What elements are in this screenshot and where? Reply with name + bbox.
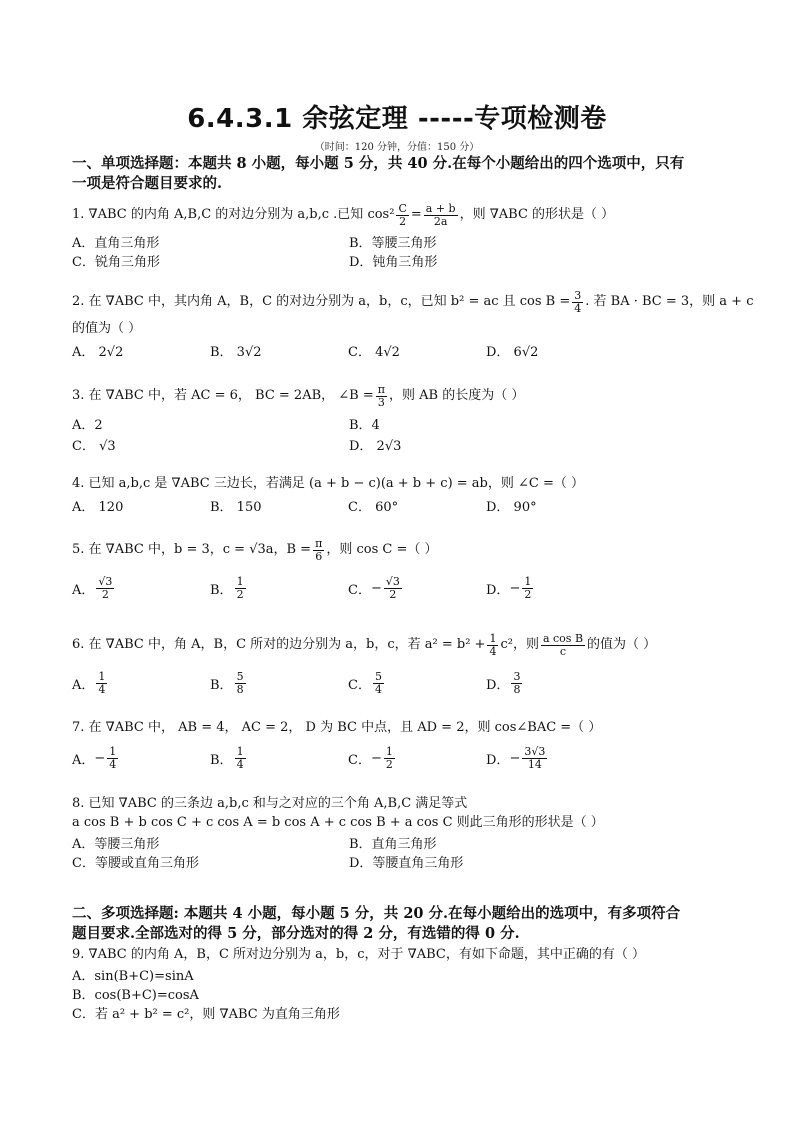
question-7-option-b[interactable] xyxy=(210,746,348,771)
fraction-numerator: 5 xyxy=(374,669,382,683)
question-3-option-c[interactable]: C． √3 xyxy=(72,439,116,454)
question-6-stem-a: 6. 在 ∇ABC 中，角 A，B，C 所对的边分别为 a，b，c，若 a² = b² + xyxy=(72,637,486,652)
question-3-stem-b: ，则 AB 的长度为（ ） xyxy=(388,388,525,403)
fraction-denominator: 2 xyxy=(524,587,532,601)
option-label: D． xyxy=(486,677,510,693)
fraction-numerator: √3 xyxy=(98,574,113,588)
question-8-option-c[interactable]: C．等腰或直角三角形 xyxy=(72,856,199,871)
question-8-option-a[interactable]: A．等腰三角形 xyxy=(72,837,160,852)
question-5-stem-b: ，则 cos C =（ ） xyxy=(326,542,438,557)
question-2-option-d[interactable]: D． 6√2 xyxy=(486,345,539,360)
question-6-option-row xyxy=(72,665,732,701)
question-6-option-a[interactable] xyxy=(72,671,210,696)
option-sign: − xyxy=(509,580,521,596)
option-fraction xyxy=(235,746,246,771)
question-6-fraction-1 xyxy=(487,633,498,658)
fraction-denominator: 2 xyxy=(101,587,109,601)
question-4-option-a[interactable]: A． 120 xyxy=(72,500,124,515)
question-8-line-1: 8. 已知 ∇ABC 的三条边 a,b,c 和与之对应的三个角 A,B,C 满足等式 xyxy=(72,796,468,811)
option-fraction xyxy=(384,576,402,601)
fraction-denominator: 2 xyxy=(399,214,407,228)
question-2-line-2: 的值为（ ） xyxy=(72,321,142,336)
fraction-numerator: 3 xyxy=(513,669,521,683)
question-9-option-c[interactable]: C．若 a² + b² = c²，则 ∇ABC 为直角三角形 xyxy=(72,1007,340,1022)
option-label: B． xyxy=(210,582,233,598)
question-4-options xyxy=(72,496,732,515)
option-label: A． xyxy=(72,677,95,693)
question-9: 9. ∇ABC 的内角 A，B，C 所对边分别为 a，b，c，对于 ∇ABC，有如下命题，其中正确的有（ ） xyxy=(72,947,645,962)
question-8-line-2: a cos B + b cos C + c cos A = b cos A + c cos B + a cos C 则此三角形的形状是（ ） xyxy=(72,815,604,830)
question-6-option-b[interactable] xyxy=(210,671,348,696)
fraction-numerator: 1 xyxy=(489,631,497,645)
question-8-option-d[interactable]: D．等腰直角三角形 xyxy=(349,856,464,871)
fraction-denominator: 4 xyxy=(109,757,117,771)
question-2 xyxy=(72,287,754,317)
question-5-options xyxy=(72,570,732,606)
question-5-option-b[interactable] xyxy=(210,576,348,601)
question-1-equals: = xyxy=(410,207,422,222)
question-7-options xyxy=(72,740,732,776)
option-fraction xyxy=(511,671,522,696)
option-label: D． xyxy=(486,752,510,768)
question-5-option-a[interactable] xyxy=(72,576,210,601)
section-1-heading xyxy=(72,154,727,194)
option-label: C． xyxy=(348,752,371,768)
option-fraction xyxy=(96,671,107,696)
option-label: B． xyxy=(210,677,233,693)
option-fraction xyxy=(235,576,246,601)
question-9-options xyxy=(72,965,732,1022)
question-2-option-b[interactable]: B． 3√2 xyxy=(210,345,262,360)
fraction-numerator: 3√3 xyxy=(524,744,546,758)
question-5-option-row xyxy=(72,570,732,606)
fraction-denominator: 4 xyxy=(489,644,497,658)
question-5-option-d[interactable] xyxy=(486,576,535,601)
question-3-option-d[interactable]: D． 2√3 xyxy=(349,439,402,454)
option-label: D． xyxy=(486,582,510,598)
question-2-fraction xyxy=(572,290,583,315)
question-2-option-a[interactable]: A． 2√2 xyxy=(72,345,124,360)
fraction-denominator: 14 xyxy=(527,757,542,771)
question-1-fraction-1 xyxy=(396,203,408,228)
fraction-numerator: 1 xyxy=(109,744,117,758)
question-8-options xyxy=(72,833,732,871)
question-4-option-c[interactable]: C． 60° xyxy=(348,500,399,515)
option-fraction xyxy=(96,576,114,601)
fraction-denominator: 2 xyxy=(389,587,397,601)
question-7-option-row xyxy=(72,740,732,776)
question-6-option-d[interactable] xyxy=(486,671,524,696)
question-4-option-d[interactable]: D． 90° xyxy=(486,500,537,515)
question-2-stem-a: 2. 在 ∇ABC 中，其内角 A，B，C 的对边分别为 a，b，c，已知 b² = ac 且 cos B = xyxy=(72,294,571,309)
question-7-option-a[interactable] xyxy=(72,746,210,771)
question-5 xyxy=(72,535,732,565)
question-3-stem-a: 3. 在 ∇ABC 中，若 AC = 6， BC = 2AB， ∠B = xyxy=(72,388,374,403)
question-6-stem-b: c²，则 xyxy=(500,637,539,652)
question-7-option-d[interactable] xyxy=(486,746,549,771)
question-5-fraction xyxy=(313,538,324,563)
fraction-numerator: π xyxy=(377,382,385,396)
fraction-denominator: 4 xyxy=(98,682,106,696)
fraction-denominator: 4 xyxy=(574,301,582,315)
section-2-heading xyxy=(72,904,727,944)
question-3 xyxy=(72,381,732,411)
page-title: 6.4.3.1 余弦定理 -----专项检测卷 xyxy=(187,104,607,134)
question-7-option-c[interactable] xyxy=(348,746,486,771)
fraction-numerator: 1 xyxy=(236,574,244,588)
question-8-option-b[interactable]: B．直角三角形 xyxy=(349,837,437,852)
option-fraction xyxy=(522,576,533,601)
question-5-stem-a: 5. 在 ∇ABC 中，b = 3，c = √3a，B = xyxy=(72,542,312,557)
fraction-denominator: 2a xyxy=(433,214,448,228)
question-1-stem-b: ，则 ∇ABC 的形状是（ ） xyxy=(459,207,615,222)
question-6-options xyxy=(72,665,732,701)
fraction-numerator: 3 xyxy=(574,288,582,302)
option-sign: − xyxy=(370,580,382,596)
option-label: C． xyxy=(348,677,371,693)
fraction-numerator: 1 xyxy=(236,744,244,758)
fraction-numerator: 5 xyxy=(236,669,244,683)
question-9-option-a[interactable]: A．sin(B+C)=sinA xyxy=(72,969,194,984)
question-2-option-c[interactable]: C． 4√2 xyxy=(348,345,400,360)
fraction-numerator: π xyxy=(315,536,323,550)
question-7: 7. 在 ∇ABC 中， AB = 4， AC = 2， D 为 BC 中点，且 AD = 2，则 cos∠BAC =（ ） xyxy=(72,720,602,735)
exam-time-score: （时间：120 分钟，分值：150 分） xyxy=(314,142,480,153)
question-1-stem-a: 1. ∇ABC 的内角 A,B,C 的对边分别为 a,b,c .已知 cos² xyxy=(72,207,395,222)
question-5-option-c[interactable] xyxy=(348,576,486,601)
question-3-fraction xyxy=(376,384,387,409)
section-1-line-2: 一项是符合题目要求的. xyxy=(72,175,223,192)
question-1-option-c[interactable]: C．锐角三角形 xyxy=(72,255,160,270)
fraction-denominator: 8 xyxy=(236,682,244,696)
option-sign: − xyxy=(370,750,382,766)
question-3-option-b[interactable]: B．4 xyxy=(349,418,380,433)
question-1 xyxy=(72,200,732,230)
fraction-denominator: 6 xyxy=(315,549,323,563)
question-3-options xyxy=(72,414,732,454)
question-4: 4. 已知 a,b,c 是 ∇ABC 三边长，若满足 (a + b − c)(a + b + c) = ab，则 ∠C =（ ） xyxy=(72,476,585,491)
fraction-numerator: 1 xyxy=(98,669,106,683)
section-2-line-1: 二、多项选择题: 本题共 4 小题，每小题 5 分，共 20 分.在每小题给出的选项中，有多项符合 xyxy=(72,905,681,922)
question-6-stem-c: 的值为（ ） xyxy=(587,637,657,652)
option-label: B． xyxy=(210,752,233,768)
option-fraction xyxy=(384,746,395,771)
fraction-numerator: 1 xyxy=(385,744,393,758)
question-6-option-c[interactable] xyxy=(348,671,486,696)
question-4-option-b[interactable]: B． 150 xyxy=(210,500,262,515)
option-fraction xyxy=(373,671,384,696)
question-6 xyxy=(72,630,732,660)
option-sign: − xyxy=(509,750,521,766)
question-3-option-a[interactable]: A．2 xyxy=(72,418,103,433)
fraction-numerator: √3 xyxy=(385,574,400,588)
section-1-line-1: 一、单项选择题：本题共 8 小题，每小题 5 分，共 40 分.在每个小题给出的四个选项中，只有 xyxy=(72,155,685,172)
fraction-denominator: 4 xyxy=(236,757,244,771)
question-9-option-b[interactable]: B．cos(B+C)=cosA xyxy=(72,988,199,1003)
option-label: A． xyxy=(72,752,95,768)
option-fraction xyxy=(522,746,547,771)
fraction-denominator: 2 xyxy=(236,587,244,601)
question-1-fraction-2 xyxy=(424,203,458,228)
fraction-numerator: 1 xyxy=(524,574,532,588)
fraction-denominator: c xyxy=(559,644,567,658)
option-fraction xyxy=(107,746,118,771)
question-2-options xyxy=(72,341,732,360)
section-2-line-2: 题目要求.全部选对的得 5 分，部分选对的得 2 分，有选错的得 0 分. xyxy=(72,925,520,942)
option-sign: − xyxy=(94,750,106,766)
question-1-options xyxy=(72,232,732,270)
option-fraction xyxy=(235,671,246,696)
option-label: A． xyxy=(72,582,95,598)
fraction-numerator: a + b xyxy=(425,201,456,215)
question-6-fraction-2 xyxy=(541,633,585,658)
fraction-denominator: 8 xyxy=(513,682,521,696)
option-label: C． xyxy=(348,582,371,598)
question-1-option-a[interactable]: A．直角三角形 xyxy=(72,236,160,251)
fraction-denominator: 4 xyxy=(374,682,382,696)
fraction-numerator: a cos B xyxy=(542,631,584,645)
question-1-option-b[interactable]: B．等腰三角形 xyxy=(349,236,437,251)
fraction-denominator: 3 xyxy=(377,395,385,409)
fraction-denominator: 2 xyxy=(385,757,393,771)
question-1-option-d[interactable]: D．钝角三角形 xyxy=(349,255,438,270)
question-2-stem-b: . 若 BA · BC = 3，则 a + c xyxy=(585,294,754,309)
fraction-numerator: C xyxy=(398,201,407,215)
